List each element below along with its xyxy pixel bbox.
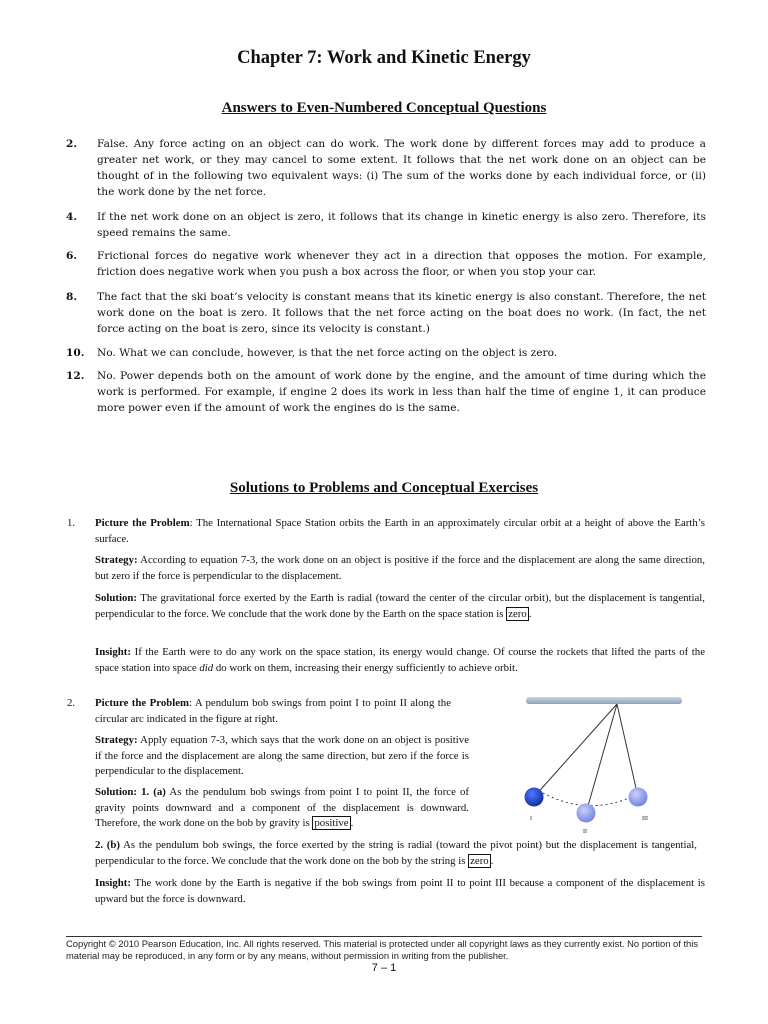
copyright-footer: Copyright © 2010 Pearson Education, Inc. All rights reserved. This material is protected under all copyright laws as they currently exist. No portion of this material may be reproduced, in any form or by any means, without permission in writing from the publisher. [66,938,699,961]
ceiling-support [526,697,682,704]
page-number: 7 – 1 [371,962,397,974]
picture-text: : A pendulum bob swings from point I to point II along the circular arc indicated in the figure at right. [95,697,451,725]
solution-label: 2. (b) [95,839,121,851]
solution-text: As the pendulum bob swings from point I to point II, the force of gravity points downward and a component of the displacement is downward. Therefore, the work done on the bob by gravity is [95,786,469,829]
insight-emphasis: did [199,661,214,674]
question-text: False. Any force acting on an object can do work. The work done by different forces may add to produce a greater net work, or they may cancel to some extent. It follows that the net work done on an object can be thought of in the following two equivalent ways: (i) The sum of the works done by each individual force, or (ii) the work done by the net force. [97,138,706,198]
picture-the-problem [95,696,451,727]
swing-arc [534,788,638,806]
insight-label: Insight: [95,646,132,658]
insight-text-b: do work on them, increasing their energy sufficiently to achieve orbit. [213,661,518,674]
picture-the-problem [95,516,705,547]
solution [95,591,705,622]
point-label-1: I [530,816,532,822]
insight [95,876,705,907]
question-item [66,368,706,416]
question-item [66,209,706,241]
solution-end: . [528,607,532,620]
pendulum-bob-2 [577,804,596,823]
question-number: 4. [66,211,78,223]
problem-number: 1. [67,517,76,529]
question-text: The fact that the ski boat’s velocity is constant means that its kinetic energy is also constant. Therefore, the net work done on the boat is zero. It follows that the net force acting on the boat does no work. (In fact, the net force acting on the boat is zero, since its velocity is constant.) [97,291,706,335]
solution-end: . [350,817,354,829]
footer-divider [66,936,702,937]
insight-label: Insight: [95,877,132,889]
question-number: 12. [66,370,85,382]
answer-box: positive [314,817,349,829]
question-number: 2. [66,138,78,150]
question-number: 8. [66,291,78,303]
solution-text: The gravitational force exerted by the Earth is radial (toward the center of the circular orbit), but the displacement is tangential, perpendicular to the force. We conclude that the work done by the Earth on the space station is [95,592,705,620]
solution-end: . [490,854,494,867]
strategy-label: Strategy: [95,734,138,746]
solutions-heading: Solutions to Problems and Conceptual Exercises [229,480,539,496]
strategy [95,733,469,780]
insight-text: The work done by the Earth is negative if the bob swings from point II to point III because a component of the displacement is upward but the force is downward. [95,877,705,905]
question-item [66,289,706,337]
question-text: No. What we can conclude, however, is that the net force acting on the object is zero. [97,347,558,359]
insight-text: If the Earth were to do any work on the space station, its energy would change. Of course the rockets that lifted the parts of the space station into space [95,646,705,674]
string-position-1 [534,704,617,797]
answer-box: zero [470,854,489,867]
question-item [66,136,706,200]
problem-number: 2. [67,697,76,709]
strategy-text: According to equation 7-3, the work done on an object is positive if the force and the displacement are along the same direction, but zero if the force is perpendicular to the displacement. [95,554,705,582]
answers-heading: Answers to Even-Numbered Conceptual Questions [221,100,547,116]
question-text: If the net work done on an object is zero, it follows that its change in kinetic energy is also zero. Therefore, its speed remains the same. [97,211,706,239]
solution-part-2 [95,838,697,869]
strategy [95,553,705,584]
point-label-2: II [583,829,587,835]
solution-part-1 [95,785,469,832]
question-item [66,248,706,280]
question-number: 6. [66,250,78,262]
strategy-label: Strategy: [95,554,138,566]
solution-label: Solution: 1. (a) [95,786,166,798]
solution-text: As the pendulum bob swings, the force exerted by the string is radial (toward the pivot point) but the displacement is tangential, perpendicular to the force. We conclude that the work done on the bob by the string is [95,839,698,867]
picture-text: : The International Space Station orbits the Earth in an approximately circular orbit at a height of above the Earth’s surface. [95,517,705,545]
page-title: Chapter 7: Work and Kinetic Energy [237,48,531,68]
question-number: 10. [66,347,85,359]
strategy-text: Apply equation 7-3, which says that the work done on an object is positive if the force and the displacement are along the same direction, but zero if the force is perpendicular to the displacement. [95,734,469,777]
question-item [66,345,706,361]
answer-box: zero [508,607,527,620]
point-label-3: III [642,816,648,822]
picture-label: Picture the Problem [95,517,190,529]
solution-label: Solution: [95,592,138,604]
insight [95,645,705,676]
picture-label: Picture the Problem [95,697,190,709]
question-text: Frictional forces do negative work whenever they act in a direction that opposes the motion. For example, friction does negative work when you push a box across the floor, or when you stop your car. [97,250,706,278]
pendulum-figure [520,694,690,836]
pendulum-bob-1 [525,788,544,807]
pendulum-bob-3 [629,788,648,807]
string-position-2 [586,704,617,813]
string-position-3 [617,704,638,797]
question-text: No. Power depends both on the amount of work done by the engine, and the amount of time during which the work is performed. For example, if engine 2 does its work in less than half the time of engine 1, it can produce more power even if the amount of work the engines do is the same. [97,370,706,414]
